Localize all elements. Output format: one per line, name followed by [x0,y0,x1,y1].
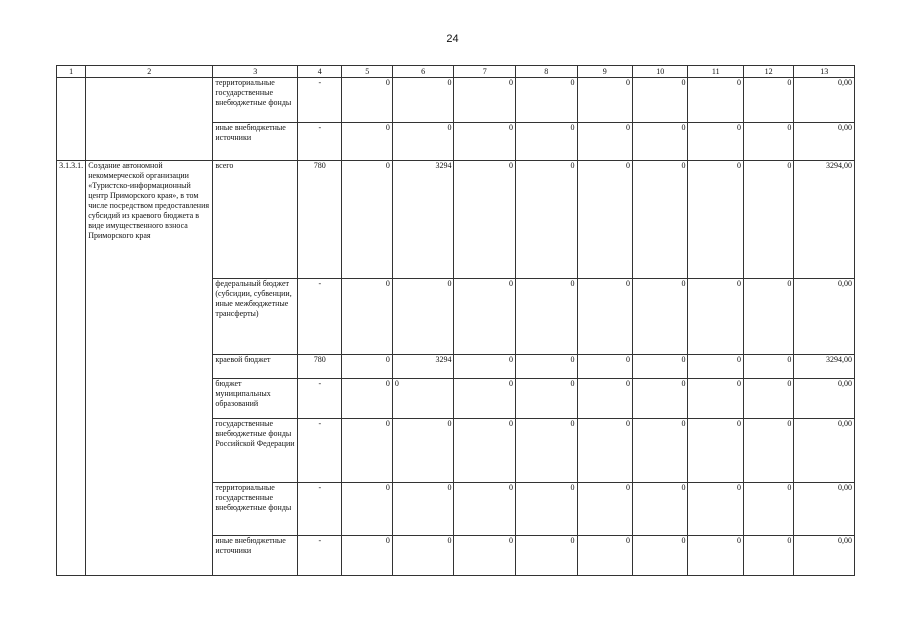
total-cell: 0,00 [794,483,855,536]
source-cell: федеральный бюджет (субсидии, субвенции, иные межбюджетные трансферты) [213,279,298,355]
value-cell: 0 [454,78,516,123]
column-header-13: 13 [794,66,855,78]
page-number: 24 [446,33,459,45]
column-header-1: 1 [57,66,86,78]
value-cell: 0 [688,379,743,419]
value-cell: 0 [632,379,687,419]
value-cell: 0 [342,483,392,536]
value-cell: 0 [342,355,392,379]
value-cell: 0 [577,483,632,536]
value-cell: - [298,279,342,355]
source-cell: территориальные государственные внебюджетные фонды [213,78,298,123]
value-cell: 0 [392,279,454,355]
total-cell: 0,00 [794,536,855,576]
value-cell: 0 [454,355,516,379]
value-cell: 0 [577,379,632,419]
column-header-12: 12 [743,66,793,78]
value-cell: 0 [515,279,577,355]
value-cell: 0 [515,78,577,123]
value-cell: - [298,419,342,483]
source-cell: всего [213,161,298,279]
column-header-10: 10 [632,66,687,78]
table-row [57,161,855,279]
value-cell: 0 [392,123,454,161]
value-cell: 0 [688,161,743,279]
column-header-2: 2 [86,66,213,78]
source-cell: территориальные государственные внебюджетные фонды [213,483,298,536]
value-cell: 3294 [392,161,454,279]
value-cell: 0 [632,355,687,379]
value-cell: 0 [342,279,392,355]
value-cell: 0 [688,78,743,123]
carry-over-name-cell [86,78,213,161]
value-cell: 0 [515,123,577,161]
value-cell: 0 [342,161,392,279]
total-cell: 3294,00 [794,355,855,379]
value-cell: 0 [342,419,392,483]
value-cell: 0 [577,279,632,355]
value-cell: 0 [632,78,687,123]
value-cell: - [298,379,342,419]
value-cell: 0 [342,123,392,161]
column-header-8: 8 [515,66,577,78]
value-cell: 0 [743,483,793,536]
value-cell: 0 [577,536,632,576]
total-cell: 0,00 [794,279,855,355]
value-cell: 0 [515,379,577,419]
value-cell: 0 [392,78,454,123]
total-cell: 3294,00 [794,161,855,279]
value-cell: 0 [688,355,743,379]
value-cell: 0 [632,419,687,483]
value-cell: 0 [632,279,687,355]
value-cell: 0 [577,161,632,279]
value-cell: 0 [688,419,743,483]
value-cell: 0 [577,78,632,123]
value-cell: - [298,483,342,536]
total-cell: 0,00 [794,379,855,419]
value-cell: 0 [342,379,392,419]
value-cell: 0 [743,355,793,379]
source-cell: бюджет муниципальных образований [213,379,298,419]
value-cell: 0 [454,419,516,483]
value-cell: 0 [392,536,454,576]
value-cell: 0 [743,78,793,123]
value-cell: 0 [632,123,687,161]
source-cell: государственные внебюджетные фонды Российской Федерации [213,419,298,483]
source-cell: иные внебюджетные источники [213,536,298,576]
value-cell: 0 [743,123,793,161]
value-cell: 0 [342,78,392,123]
column-number-row [57,66,855,78]
value-cell: 0 [688,279,743,355]
value-cell: 0 [454,279,516,355]
value-cell: 3294 [392,355,454,379]
value-cell: 0 [515,419,577,483]
value-cell: 0 [515,536,577,576]
value-cell: 0 [743,379,793,419]
column-header-4: 4 [298,66,342,78]
column-header-6: 6 [392,66,454,78]
value-cell: 0 [454,161,516,279]
value-cell: 0 [743,419,793,483]
value-cell: 780 [298,355,342,379]
budget-table [56,65,855,576]
value-cell: 780 [298,161,342,279]
value-cell: 0 [392,419,454,483]
value-cell: 0 [743,279,793,355]
value-cell: 0 [515,355,577,379]
value-cell: 0 [454,379,516,419]
column-header-5: 5 [342,66,392,78]
value-cell: 0 [392,379,454,419]
value-cell: 0 [688,123,743,161]
carry-over-code-cell [57,78,86,161]
value-cell: 0 [454,123,516,161]
value-cell: 0 [454,536,516,576]
column-header-7: 7 [454,66,516,78]
total-cell: 0,00 [794,78,855,123]
value-cell: 0 [632,161,687,279]
total-cell: 0,00 [794,419,855,483]
value-cell: - [298,536,342,576]
value-cell: 0 [688,536,743,576]
value-cell: 0 [632,483,687,536]
value-cell: 0 [743,161,793,279]
table-row [57,78,855,123]
measure-code: 3.1.3.1. [57,161,86,576]
value-cell: 0 [743,536,793,576]
value-cell: 0 [392,483,454,536]
column-header-3: 3 [213,66,298,78]
source-cell: иные внебюджетные источники [213,123,298,161]
value-cell: 0 [515,483,577,536]
column-header-9: 9 [577,66,632,78]
measure-name: Создание автономной некоммерческой организации «Туристско-информационный центр Приморского края», в том числе посредством предоставления субсидий из краевого бюджета в виде имущественного взноса Приморского края [86,161,213,576]
value-cell: 0 [577,419,632,483]
value-cell: - [298,78,342,123]
total-cell: 0,00 [794,123,855,161]
value-cell: 0 [688,483,743,536]
value-cell: 0 [632,536,687,576]
value-cell: 0 [454,483,516,536]
value-cell: 0 [342,536,392,576]
column-header-11: 11 [688,66,743,78]
source-cell: краевой бюджет [213,355,298,379]
value-cell: - [298,123,342,161]
value-cell: 0 [515,161,577,279]
value-cell: 0 [577,355,632,379]
value-cell: 0 [577,123,632,161]
